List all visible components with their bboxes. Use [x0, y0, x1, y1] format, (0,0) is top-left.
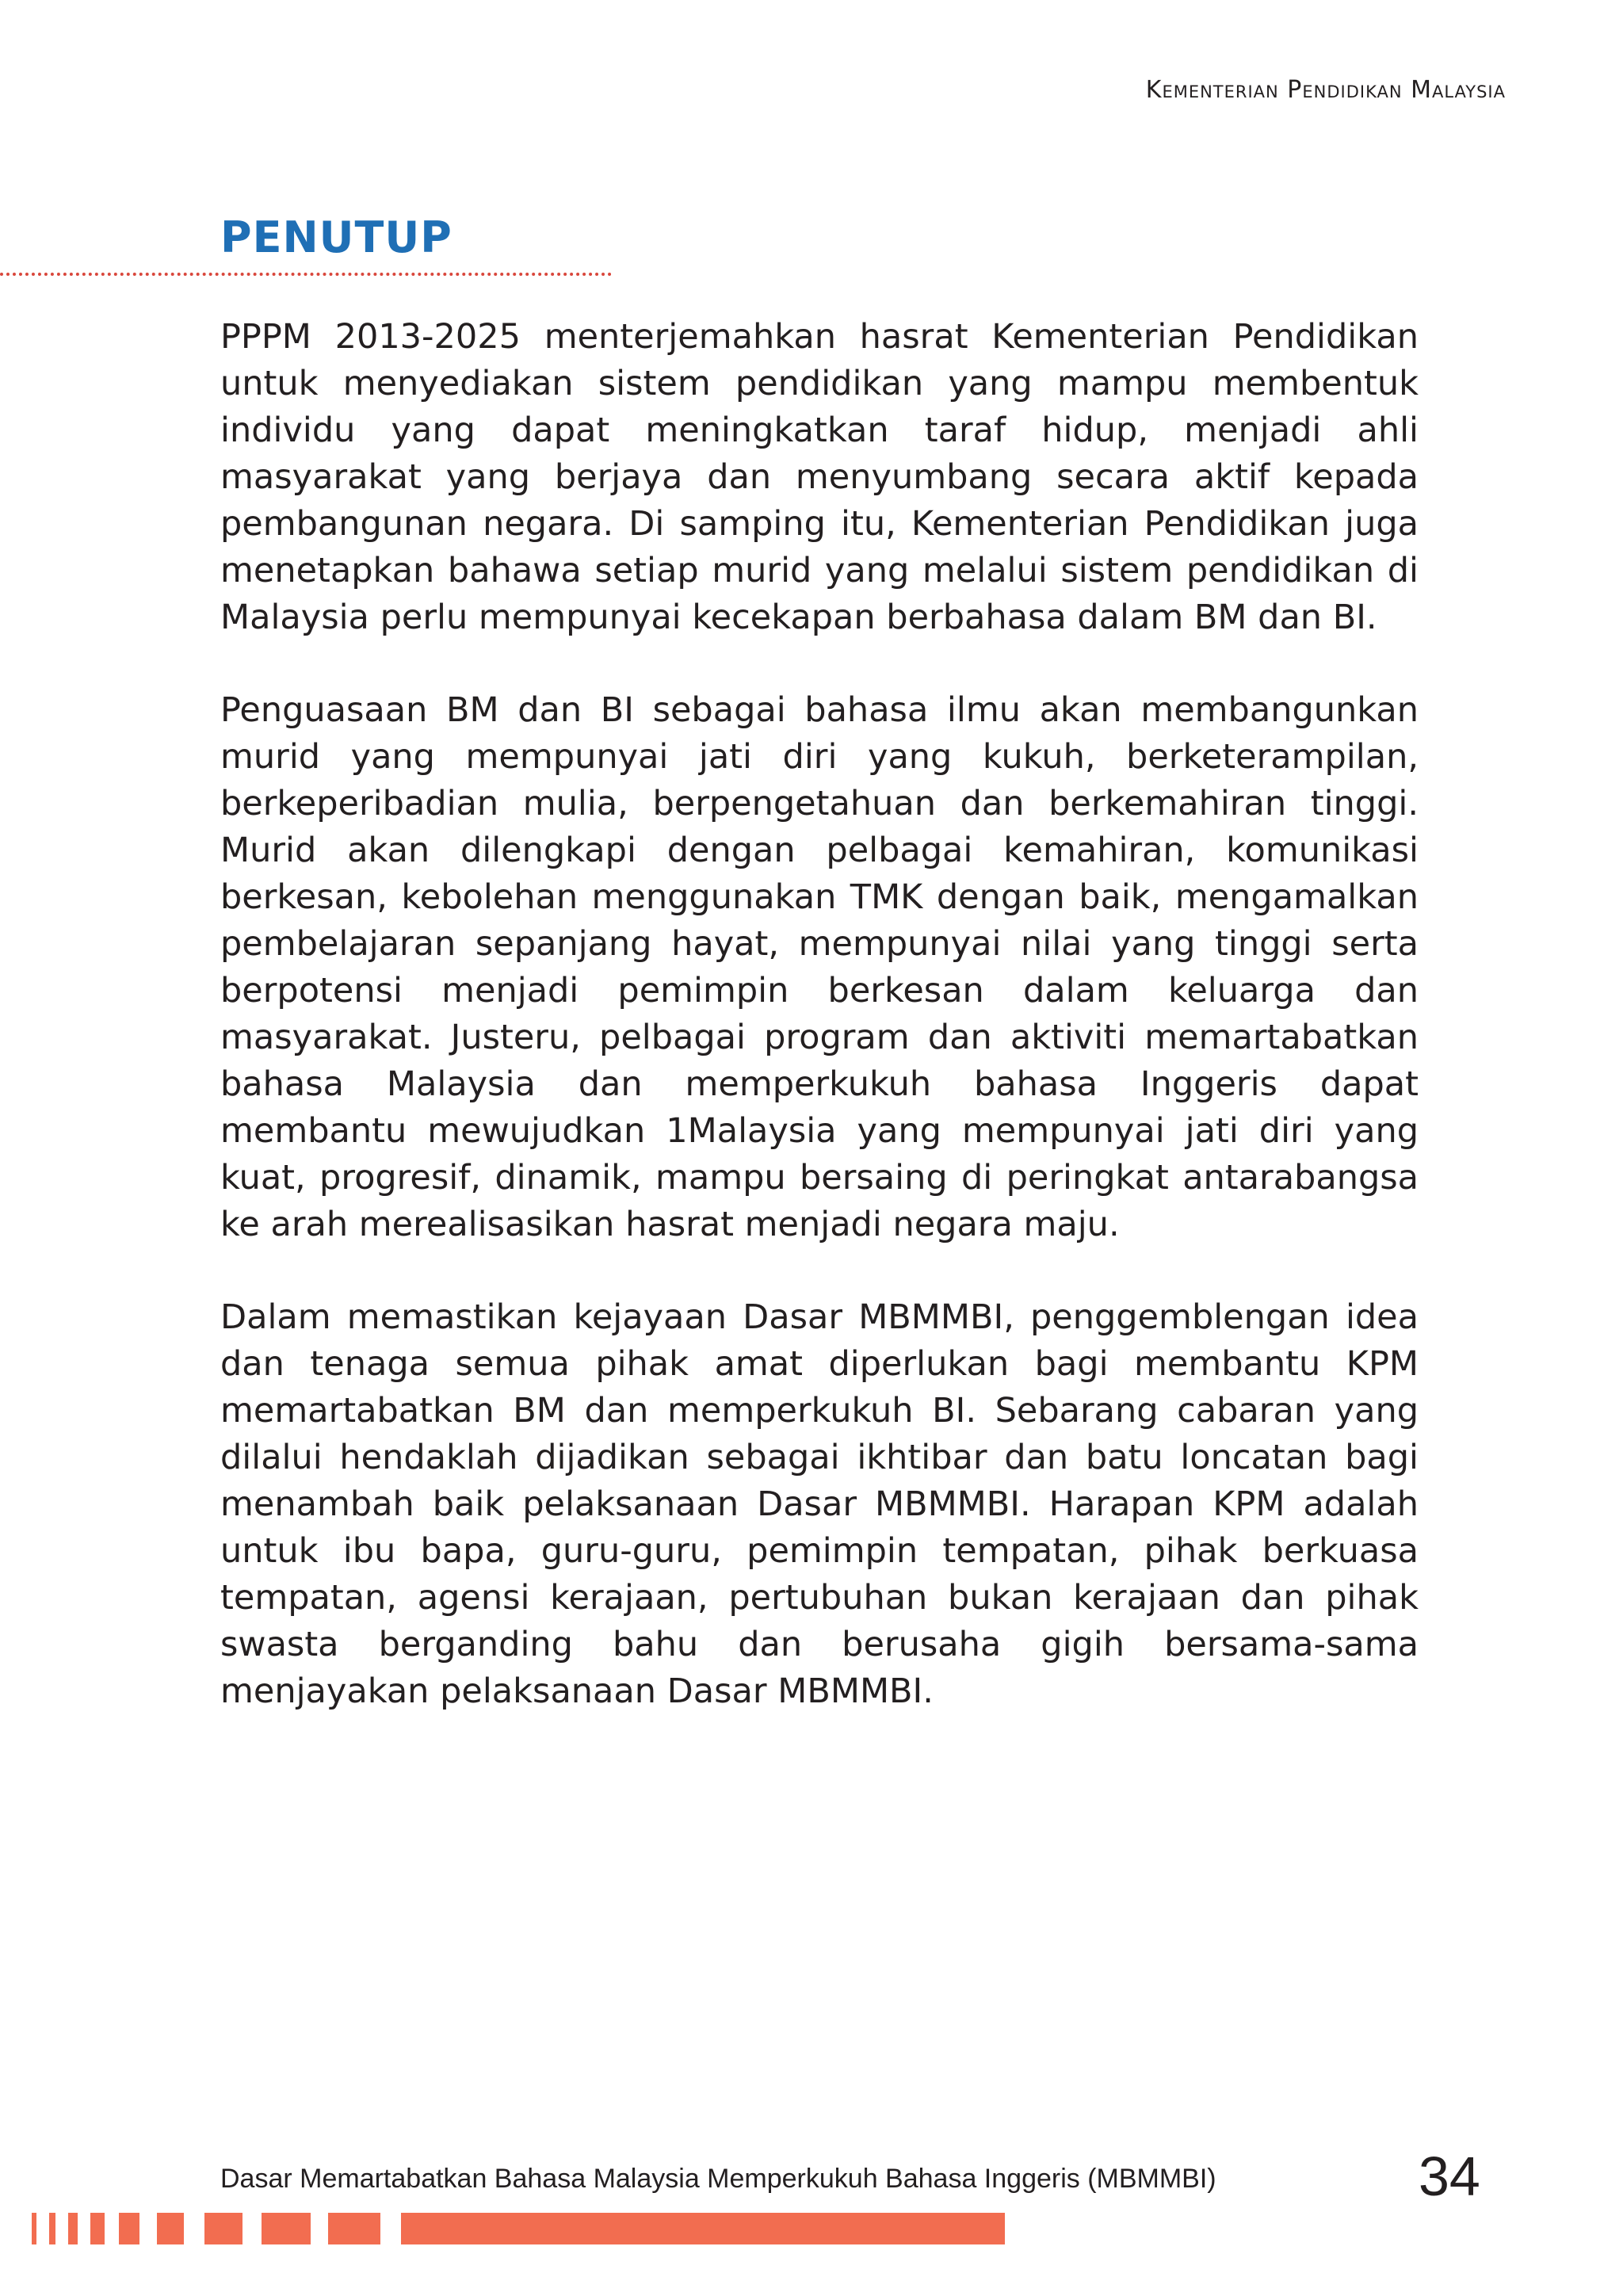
footer-bar-segment: [401, 2213, 490, 2244]
page-number: 34: [1419, 2145, 1480, 2207]
footer-bar-segment: [49, 2213, 55, 2244]
footer-bar-segment: [262, 2213, 311, 2244]
footer-document-title: Dasar Memartabatkan Bahasa Malaysia Memperkukuh Bahasa Inggeris (MBMMBI): [220, 2164, 1216, 2194]
paragraph-2: Penguasaan BM dan BI sebagai bahasa ilmu akan membangunkan murid yang mempunyai jati diri yang kukuh, berketerampilan, berkeperibadian mulia, berpengetahuan dan berkemahiran tinggi. Murid akan dilengkapi dengan pelbagai kemahiran, komunikasi berkesan, kebolehan menggunakan TMK dengan baik, mengamalkan pembelajaran sepanjang hayat, mempunyai nilai yang tinggi serta berpotensi menjadi pemimpin berkesan dalam keluarga dan masyarakat. Justeru, pelbagai program dan aktiviti memartabatkan bahasa Malaysia dan memperkukuh bahasa Inggeris dapat membantu mewujudkan 1Malaysia yang mempunyai jati diri yang kuat, progresif, dinamik, mampu bersaing di peringkat antarabangsa ke arah merealisasikan hasrat menjadi negara maju.: [220, 690, 1419, 1244]
paragraph-1: PPPM 2013-2025 menterjemahkan hasrat Kementerian Pendidikan untuk menyediakan sistem pendidikan yang mampu membentuk individu yang dapat meningkatkan taraf hidup, menjadi ahli masyarakat yang berjaya dan menyumbang secara aktif kepada pembangunan negara. Di samping itu, Kementerian Pendidikan juga menetapkan bahawa setiap murid yang melalui sistem pendidikan di Malaysia perlu mempunyai kecekapan berbahasa dalam BM dan BI.: [220, 317, 1419, 637]
footer-bar-segment: [68, 2213, 78, 2244]
title-dotted-rule: [0, 273, 612, 276]
footer-bar-segment: [32, 2213, 36, 2244]
footer-bar-segment: [204, 2213, 242, 2244]
footer-bar-segment: [90, 2213, 105, 2244]
running-header: Kementerian Pendidikan Malaysia: [1145, 76, 1506, 104]
footer-bar-segment-main: [488, 2213, 1005, 2244]
section-title: PENUTUP: [220, 212, 453, 262]
footer-bar-segment: [119, 2213, 139, 2244]
footer-bar-segment: [157, 2213, 184, 2244]
footer-bar-segment: [328, 2213, 380, 2244]
body-text: [220, 314, 1419, 1761]
paragraph-3: Dalam memastikan kejayaan Dasar MBMMBI, penggemblengan idea dan tenaga semua pihak amat diperlukan bagi membantu KPM memartabatkan BM dan memperkukuh BI. Sebarang cabaran yang dilalui hendaklah dijadikan sebagai ikhtibar dan batu loncatan bagi menambah baik pelaksanaan Dasar MBMMBI. Harapan KPM adalah untuk ibu bapa, guru-guru, pemimpin tempatan, pihak berkuasa tempatan, agensi kerajaan, pertubuhan bukan kerajaan dan pihak swasta berganding bahu dan berusaha gigih bersama-sama menjayakan pelaksanaan Dasar MBMMBI.: [220, 1297, 1419, 1711]
